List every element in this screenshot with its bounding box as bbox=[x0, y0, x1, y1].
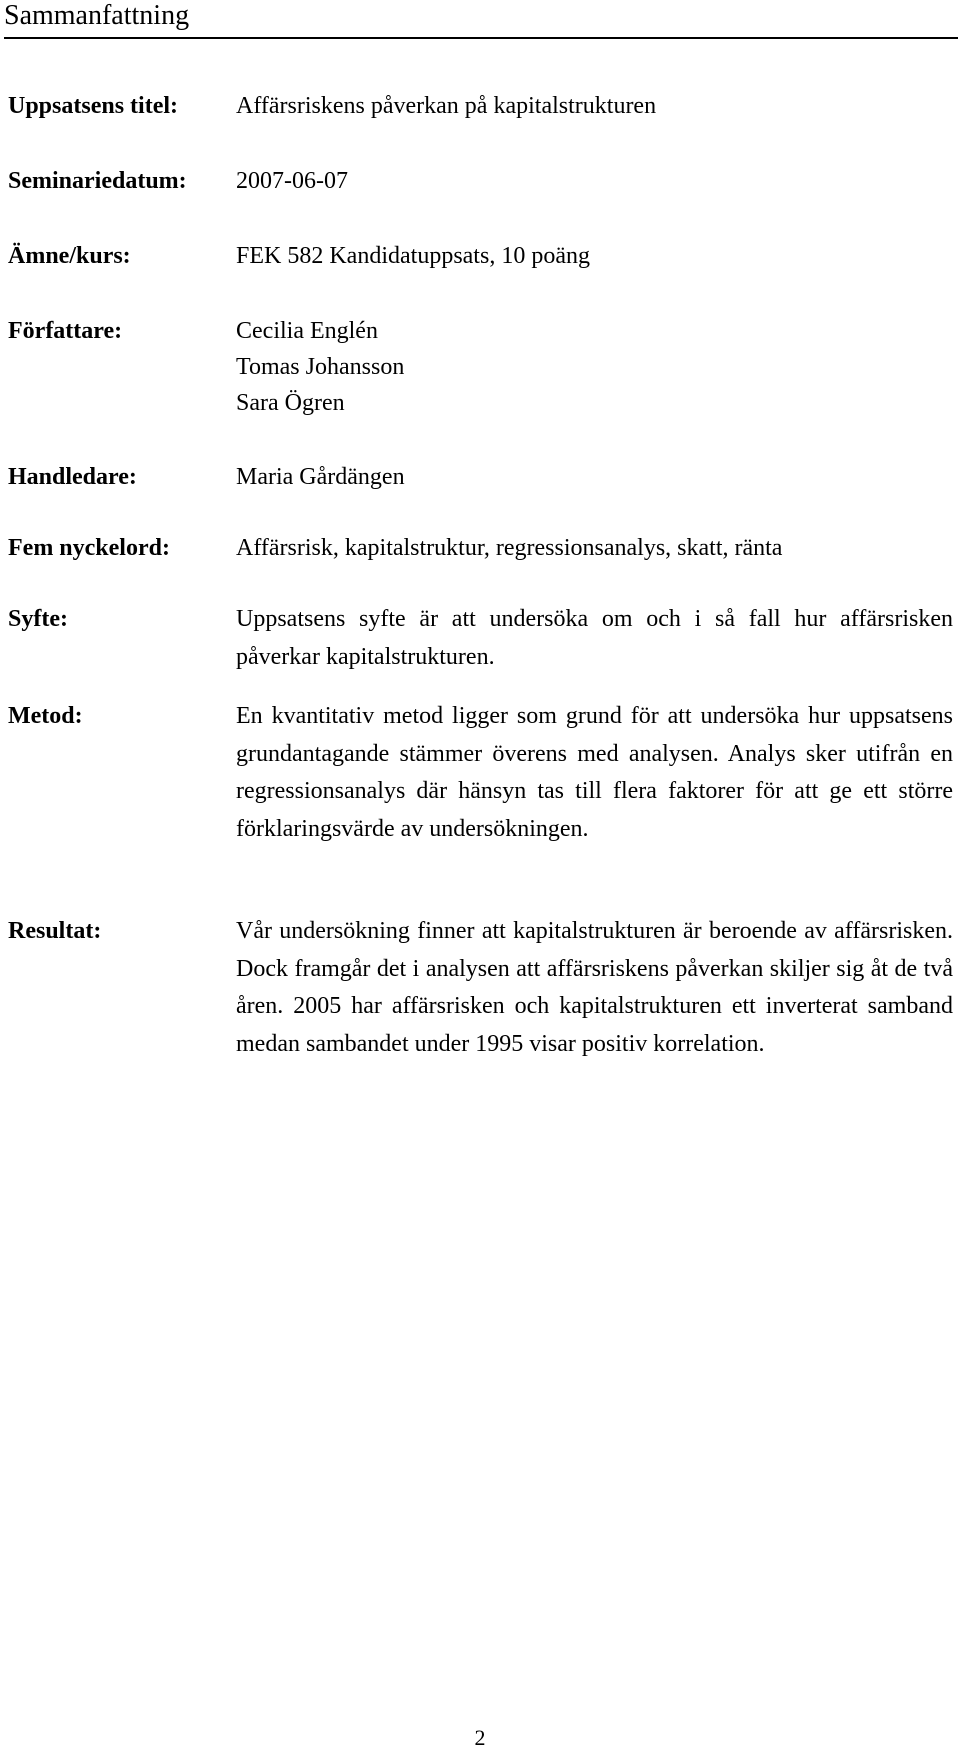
supervisor-value: Maria Gårdängen bbox=[236, 464, 405, 490]
supervisor-label: Handledare: bbox=[8, 464, 137, 490]
title-label: Uppsatsens titel: bbox=[8, 93, 179, 119]
seminar-date-value: 2007-06-07 bbox=[236, 168, 348, 194]
seminar-date-label: Seminariedatum: bbox=[8, 168, 187, 194]
page-heading: Sammanfattning bbox=[4, 0, 190, 31]
method-label: Metod: bbox=[8, 703, 83, 729]
authors-list bbox=[236, 313, 953, 421]
page-number: 2 bbox=[474, 1725, 486, 1750]
result-label: Resultat: bbox=[8, 918, 102, 944]
purpose-text: Uppsatsens syfte är att undersöka om och i så fall hur affärsrisken påverkar kapitalstrukturen. bbox=[236, 606, 953, 670]
method-text: En kvantitativ metod ligger som grund för att undersöka hur uppsatsens grundantagande stämmer överens med analysen. Analys sker utifrån en regressionsanalys där hänsyn tas till flera faktorer för att ge ett större förklaringsvärde av undersökningen. bbox=[236, 703, 953, 842]
purpose-label: Syfte: bbox=[8, 606, 68, 632]
authors-label: Författare: bbox=[8, 318, 123, 344]
keywords-value: Affärsrisk, kapitalstruktur, regressionsanalys, skatt, ränta bbox=[236, 535, 783, 561]
result-text: Vår undersökning finner att kapitalstrukturen är beroende av affärsrisken. Dock framgår det i analysen att affärsriskens påverkan skiljer sig åt de två åren. 2005 har affärsrisken och kapitalstrukturen ett inverterat samband medan sambandet under 1995 visar positiv korrelation. bbox=[236, 918, 953, 1057]
course-label: Ämne/kurs: bbox=[8, 243, 131, 269]
keywords-label: Fem nyckelord: bbox=[8, 535, 170, 561]
title-value: Affärsriskens påverkan på kapitalstrukturen bbox=[236, 93, 657, 119]
author-name: Cecilia Englén bbox=[236, 318, 378, 344]
author-name: Tomas Johansson bbox=[236, 354, 405, 380]
author-name: Sara Ögren bbox=[236, 390, 345, 416]
course-value: FEK 582 Kandidatuppsats, 10 poäng bbox=[236, 243, 590, 269]
heading-divider bbox=[4, 37, 958, 39]
